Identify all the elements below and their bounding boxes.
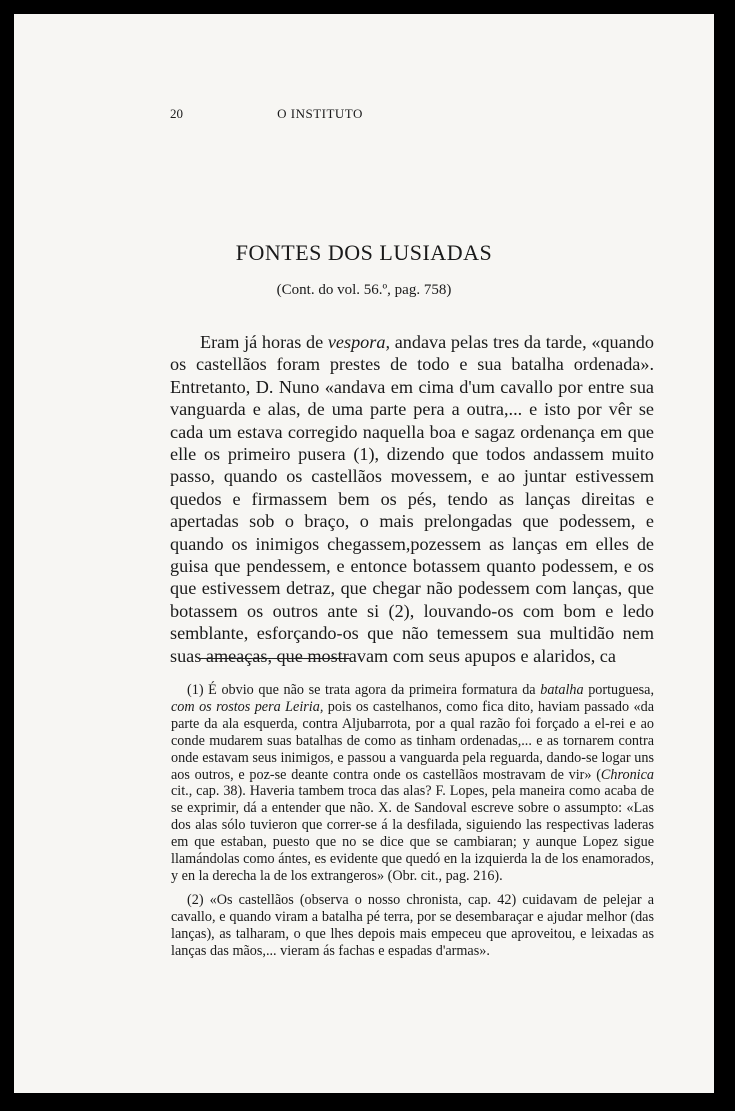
body-text-rest: andava pelas tres da tarde, «quando os castellãos foram prestes de todo e sua batalha ordenada». Entretanto, D. Nuno «andava em cima d'um cavallo por entre sua vanguarda e alas, de uma parte pera a outra,... e isto por vêr se cada um estava corregido naquella boa e sagaz ordenança em que elle os primeiro pusera (1), dizendo que todos andassem muito passo, quando os castellãos movessem, e ao juntar estivessem quedos e firmassem bem os pés, tendo as lanças direitas e apertadas sob o braço, o mais prelongadas que podessem, e quando os inimigos chegassem,pozessem as lanças em elles de guisa que pendessem, e entonce botassem quanto podessem, e os que estivessem detraz, que chegar não podessem com lanças, que botassem os outros ante si (2), louvando-os com bom e ledo semblante, esforçando-os que não temessem sua multidão nem suas ameaças, que mostravam com seus apupos e alaridos, ca [170,332,654,666]
body-text-start: Eram já horas de [200,332,328,352]
footnote-1-italic-3: Chronica [600,766,654,783]
footnote-1-italic-2: com os rostos pera Leiria, [171,698,324,715]
footnote-1-text-a: (1) É obvio que não se trata agora da primeira formatura da [187,682,541,698]
footnote-divider [198,658,350,659]
book-page [14,14,714,1093]
footnote-1-italic-1: batalha [540,682,584,698]
footnote-1-text-d: cit., cap. 38). Haveria tambem troca das alas? F. Lopes, pela maneira como acaba de se exprimir, dá a entender que não. X. de Sandoval escreve sobre o assumpto: «Las dos alas sólo tuvieron que correr-se á la desfilada, siguiendo las respectivas laderas em que estaban, puesto que no se dice que se cambiaran; y aunque Lopez sigue llamándolas como ántes, es evidente que quedó en la izquierda la de los enamorados, y en la derecha la de los extrangeros» (Obr. cit., pag. 216). [171,783,654,884]
running-title: O INSTITUTO [277,106,363,121]
article-subtitle: (Cont. do vol. 56.º, pag. 758) [276,282,452,298]
article-title: FONTES DOS LUSIADAS [235,240,493,265]
body-paragraph [170,331,654,667]
page-number: 20 [170,106,183,121]
footnote-1-text-b: portuguesa, [583,682,654,698]
footnote-2: (2) «Os castellãos (observa o nosso chronista, cap. 42) cuidavam de pelejar a cavallo, e quando viram a batalha pé terra, por se desembaraçar e ajudar melhor (das lanças), as talharam, o que lhes depois mais empeceu que aproveitou, e leixadas as lanças das mãos,... vieram ás fachas e espadas d'armas». [171,892,654,959]
footnote-1 [171,682,654,885]
body-italic-term: vespora, [327,332,390,352]
footnote-1-text-c: pois os castelhanos, como fica dito, haviam passado «da parte da ala esquerda, contra Aljubarrota, por a qual razão foi forçado a el-rei e ao conde mudarem suas batalhas de como as tinham ordenadas,... e as tornarem contra onde estavam seus inimigos, e passou a vanguarda pela reguarda, dando-se logar uns aos outros, e poz-se deante contra onde os castellãos mostravam de vir» ( [171,698,654,783]
